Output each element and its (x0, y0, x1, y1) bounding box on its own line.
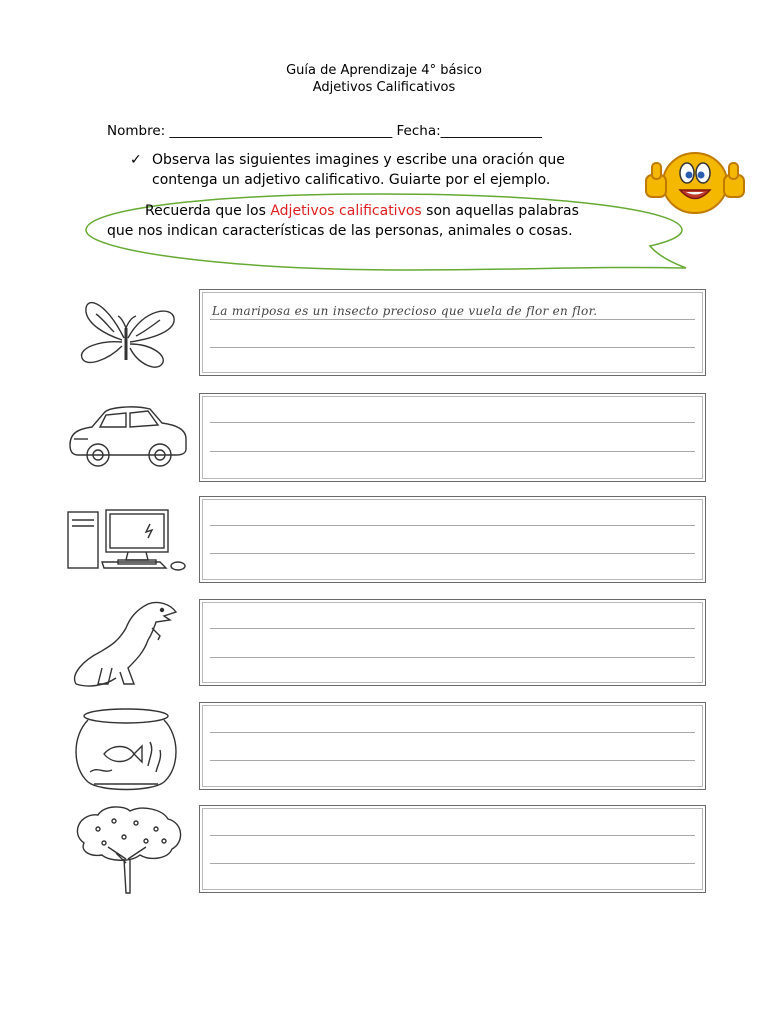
answer-box[interactable] (199, 805, 706, 893)
reminder-text (107, 201, 627, 241)
reminder-part-2: son aquellas palabras (421, 203, 579, 219)
page-title: Guía de Aprendizaje 4° básico (286, 63, 482, 78)
answer-box[interactable] (199, 702, 706, 790)
check-icon: ✓ (130, 152, 142, 168)
answer-box[interactable] (199, 289, 706, 376)
answer-box[interactable] (199, 599, 706, 686)
name-date-line: Nombre: _________________________________ Fecha:_______________ (107, 123, 542, 139)
reminder-part-1: Recuerda que los (145, 203, 271, 219)
fishbowl-icon (64, 702, 190, 802)
tree-icon (64, 803, 190, 903)
answer-box[interactable] (199, 496, 706, 583)
computer-icon (64, 500, 190, 600)
instruction-line-2: contenga un adjetivo calificativo. Guiarte por el ejemplo. (152, 172, 551, 188)
instruction-line-1: Observa las siguientes imagines y escribe una oración que (152, 152, 565, 168)
reminder-line-2: que nos indican características de las personas, animales o cosas. (107, 223, 573, 239)
car-icon (64, 393, 190, 493)
example-sentence: La mariposa es un insecto precioso que vuela de flor en flor. (212, 304, 598, 318)
answer-box[interactable] (199, 393, 706, 482)
dinosaur-icon (64, 598, 190, 698)
butterfly-icon (64, 288, 190, 388)
reminder-highlight: Adjetivos calificativos (270, 203, 422, 219)
page-subtitle: Adjetivos Calificativos (312, 80, 456, 95)
